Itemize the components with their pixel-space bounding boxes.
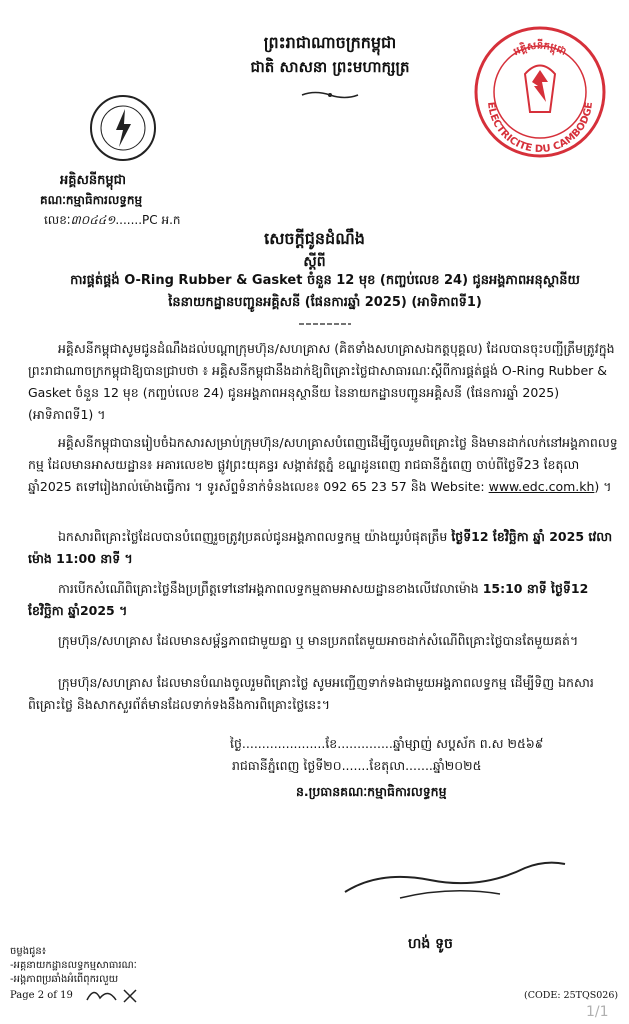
kingdom-title: ព្រះរាជាណាចក្រកម្ពុជា (263, 33, 397, 52)
official-stamp-icon (470, 22, 610, 162)
reference-number: លេខៈ៣០៤៤១.......PC អ.ក (44, 213, 181, 227)
initials-signature-icon (84, 982, 154, 1006)
handwritten-signature-icon (340, 850, 570, 910)
ornament-divider-icon (300, 90, 360, 100)
ornament-divider-icon (295, 320, 355, 328)
paragraph-opening: ការបើកសំណើពិគ្រោះថ្លៃនឹងប្រព្រឹត្តទៅនៅអង្គភាពលទ្ធកម្មតាមអាសយដ្ឋានខាងលើវេលាម៉ោង 15:10 នាទី ថ្ងៃទី12 ខែវិច្ឆិកា ឆ្នាំ2025 ។ (28, 581, 589, 618)
lightning-emblem-icon (92, 97, 154, 159)
notice-subject-line-2: នៃនាយកដ្ឋានបញ្ជូនអគ្គិសនី (ផែនការឆ្នាំ 2025) (អាទិភាពទី1) (168, 295, 482, 310)
website-link[interactable]: www.edc.com.kh (488, 479, 595, 494)
document-code: (CODE: 25TQS026) (524, 990, 619, 1001)
paragraph-contact: ក្រុមហ៊ុន/សហគ្រាស ដែលមានបំណងចូលរួមពិគ្រោះថ្លៃ សូមអញ្ជើញទាក់ទងជាមួយអង្គភាពលទ្ធកម្ម ដើម្បីទិញ ឯកសារពិគ្រោះថ្លៃ និងសាកសួរព័ត៌មានដែលទាក់ទងនឹងការពិគ្រោះថ្លៃនេះ។ (28, 675, 594, 712)
lunar-date-line: ថ្ងៃ.....................ខែ..............ឆ្នាំម្សាញ់ សប្តស័ក ព.ស ២៥៦៩ (230, 736, 544, 751)
viewer-page-indicator: 1/1 (586, 1004, 609, 1020)
edc-logo (90, 95, 156, 161)
paragraph-deadline: ឯកសារពិគ្រោះថ្លៃដែលបានបំពេញរួចត្រូវប្រគល់ជូនអង្គភាពលទ្ធកម្ម យ៉ាងយូរបំផុតត្រឹម ថ្ងៃទី12 ខែវិច្ឆិកា ឆ្នាំ 2025 វេលាម៉ោង 11:00 នាទី ។ (28, 529, 613, 566)
org-committee: គណៈកម្មាធិការលទ្ធកម្ម (40, 193, 143, 207)
paragraph-affiliation: ក្រុមហ៊ុន/សហគ្រាស ដែលមានសម្ព័ន្ធភាពជាមួយគ្នា ឬ មានប្រភពតែមួយអាចដាក់សំណើពិគ្រោះថ្លៃបានតែមួយគត់។ (58, 633, 579, 648)
svg-text:អគ្គិសនីកម្ពុជា: អគ្គិសនីកម្ពុជា (512, 40, 568, 58)
notice-title: សេចក្តីជូនដំណឹង (264, 229, 365, 248)
org-name: អគ្គិសនីកម្ពុជា (60, 173, 127, 188)
cc-recipient: -អង្គភាពប្រឆាំងអំពើពុករលួយ (10, 974, 119, 985)
svg-text:ELECTRICITE DU CAMBODGE: ELECTRICITE DU CAMBODGE (484, 101, 596, 156)
cc-recipient: -អគ្គនាយកដ្ឋានលទ្ធកម្មសាធារណៈ (10, 960, 137, 971)
page-number: Page 2 of 19 (10, 990, 73, 1001)
kingdom-motto: ជាតិ សាសនា ព្រះមហាក្សត្រ (250, 58, 410, 76)
signer-title: ន.ប្រធានគណៈកម្មាធិការលទ្ធកម្ម (296, 784, 447, 799)
notice-subject-label: ស្តីពី (303, 254, 326, 270)
signer-name: ហង់ ទូច (408, 936, 453, 952)
notice-subject-line-1: ការផ្គត់ផ្គង់ O-Ring Rubber & Gasket ចំនួន 12 មុខ (កញ្ចប់លេខ 24) ជូនអង្គភាពអនុស្ថានីយ (70, 273, 580, 288)
paragraph-documents: អគ្គិសនីកម្ពុជាបានរៀបចំឯកសារសម្រាប់ក្រុមហ៊ុន/សហគ្រាសបំពេញដើម្បីចូលរួមពិគ្រោះថ្លៃ និងមានដាក់លក់នៅអង្គភាពលទ្ធកម្ម ដែលមានអាសយដ្ឋាន៖ អគារលេខ២ ផ្លូវព្រះយុគន្ធរ សង្កាត់វត្តភ្នំ ខណ្ឌដូនពេញ រាជធានីភ្នំពេញ ចាប់ពីថ្ងៃទី23 ខែតុលា ឆ្នាំ2025 តទៅរៀងរាល់ម៉ោងធ្វើការ ។ ទូរស័ព្ទទំនាក់ទំនងលេខ៖ 092 65 23 57 និង Website: www.edc.com.kh) ។ (28, 435, 618, 494)
solar-date-line: រាជធានីភ្នំពេញ ថ្ងៃទី២០.......ខែតុលា.......ឆ្នាំ២០២៥ (232, 758, 482, 773)
cc-label: ចម្លងជូន៖ (10, 946, 47, 957)
paragraph-intro: អគ្គិសនីកម្ពុជាសូមជូនដំណឹងដល់បណ្តាក្រុមហ៊ុន/សហគ្រាស (គិតទាំងសហគ្រាសឯកត្តបុគ្គល) ដែលបានចុះបញ្ជីត្រឹមត្រូវក្នុងព្រះរាជាណាចក្រកម្ពុជាឱ្យបានជ្រាបថា ៖ អគ្គិសនីកម្ពុជានឹងដាក់ឱ្យពិគ្រោះថ្លៃជាសាធារណៈស្តីពីការផ្គត់ផ្គង់ O-Ring Rubber & Gasket ចំនួន 12 មុខ (កញ្ចប់លេខ 24) ជូនអង្គភាពអនុស្ថានីយ នៃនាយកដ្ឋានបញ្ជូនអគ្គិសនី (ផែនការឆ្នាំ 2025) (អាទិភាពទី1) ។ (28, 341, 615, 422)
